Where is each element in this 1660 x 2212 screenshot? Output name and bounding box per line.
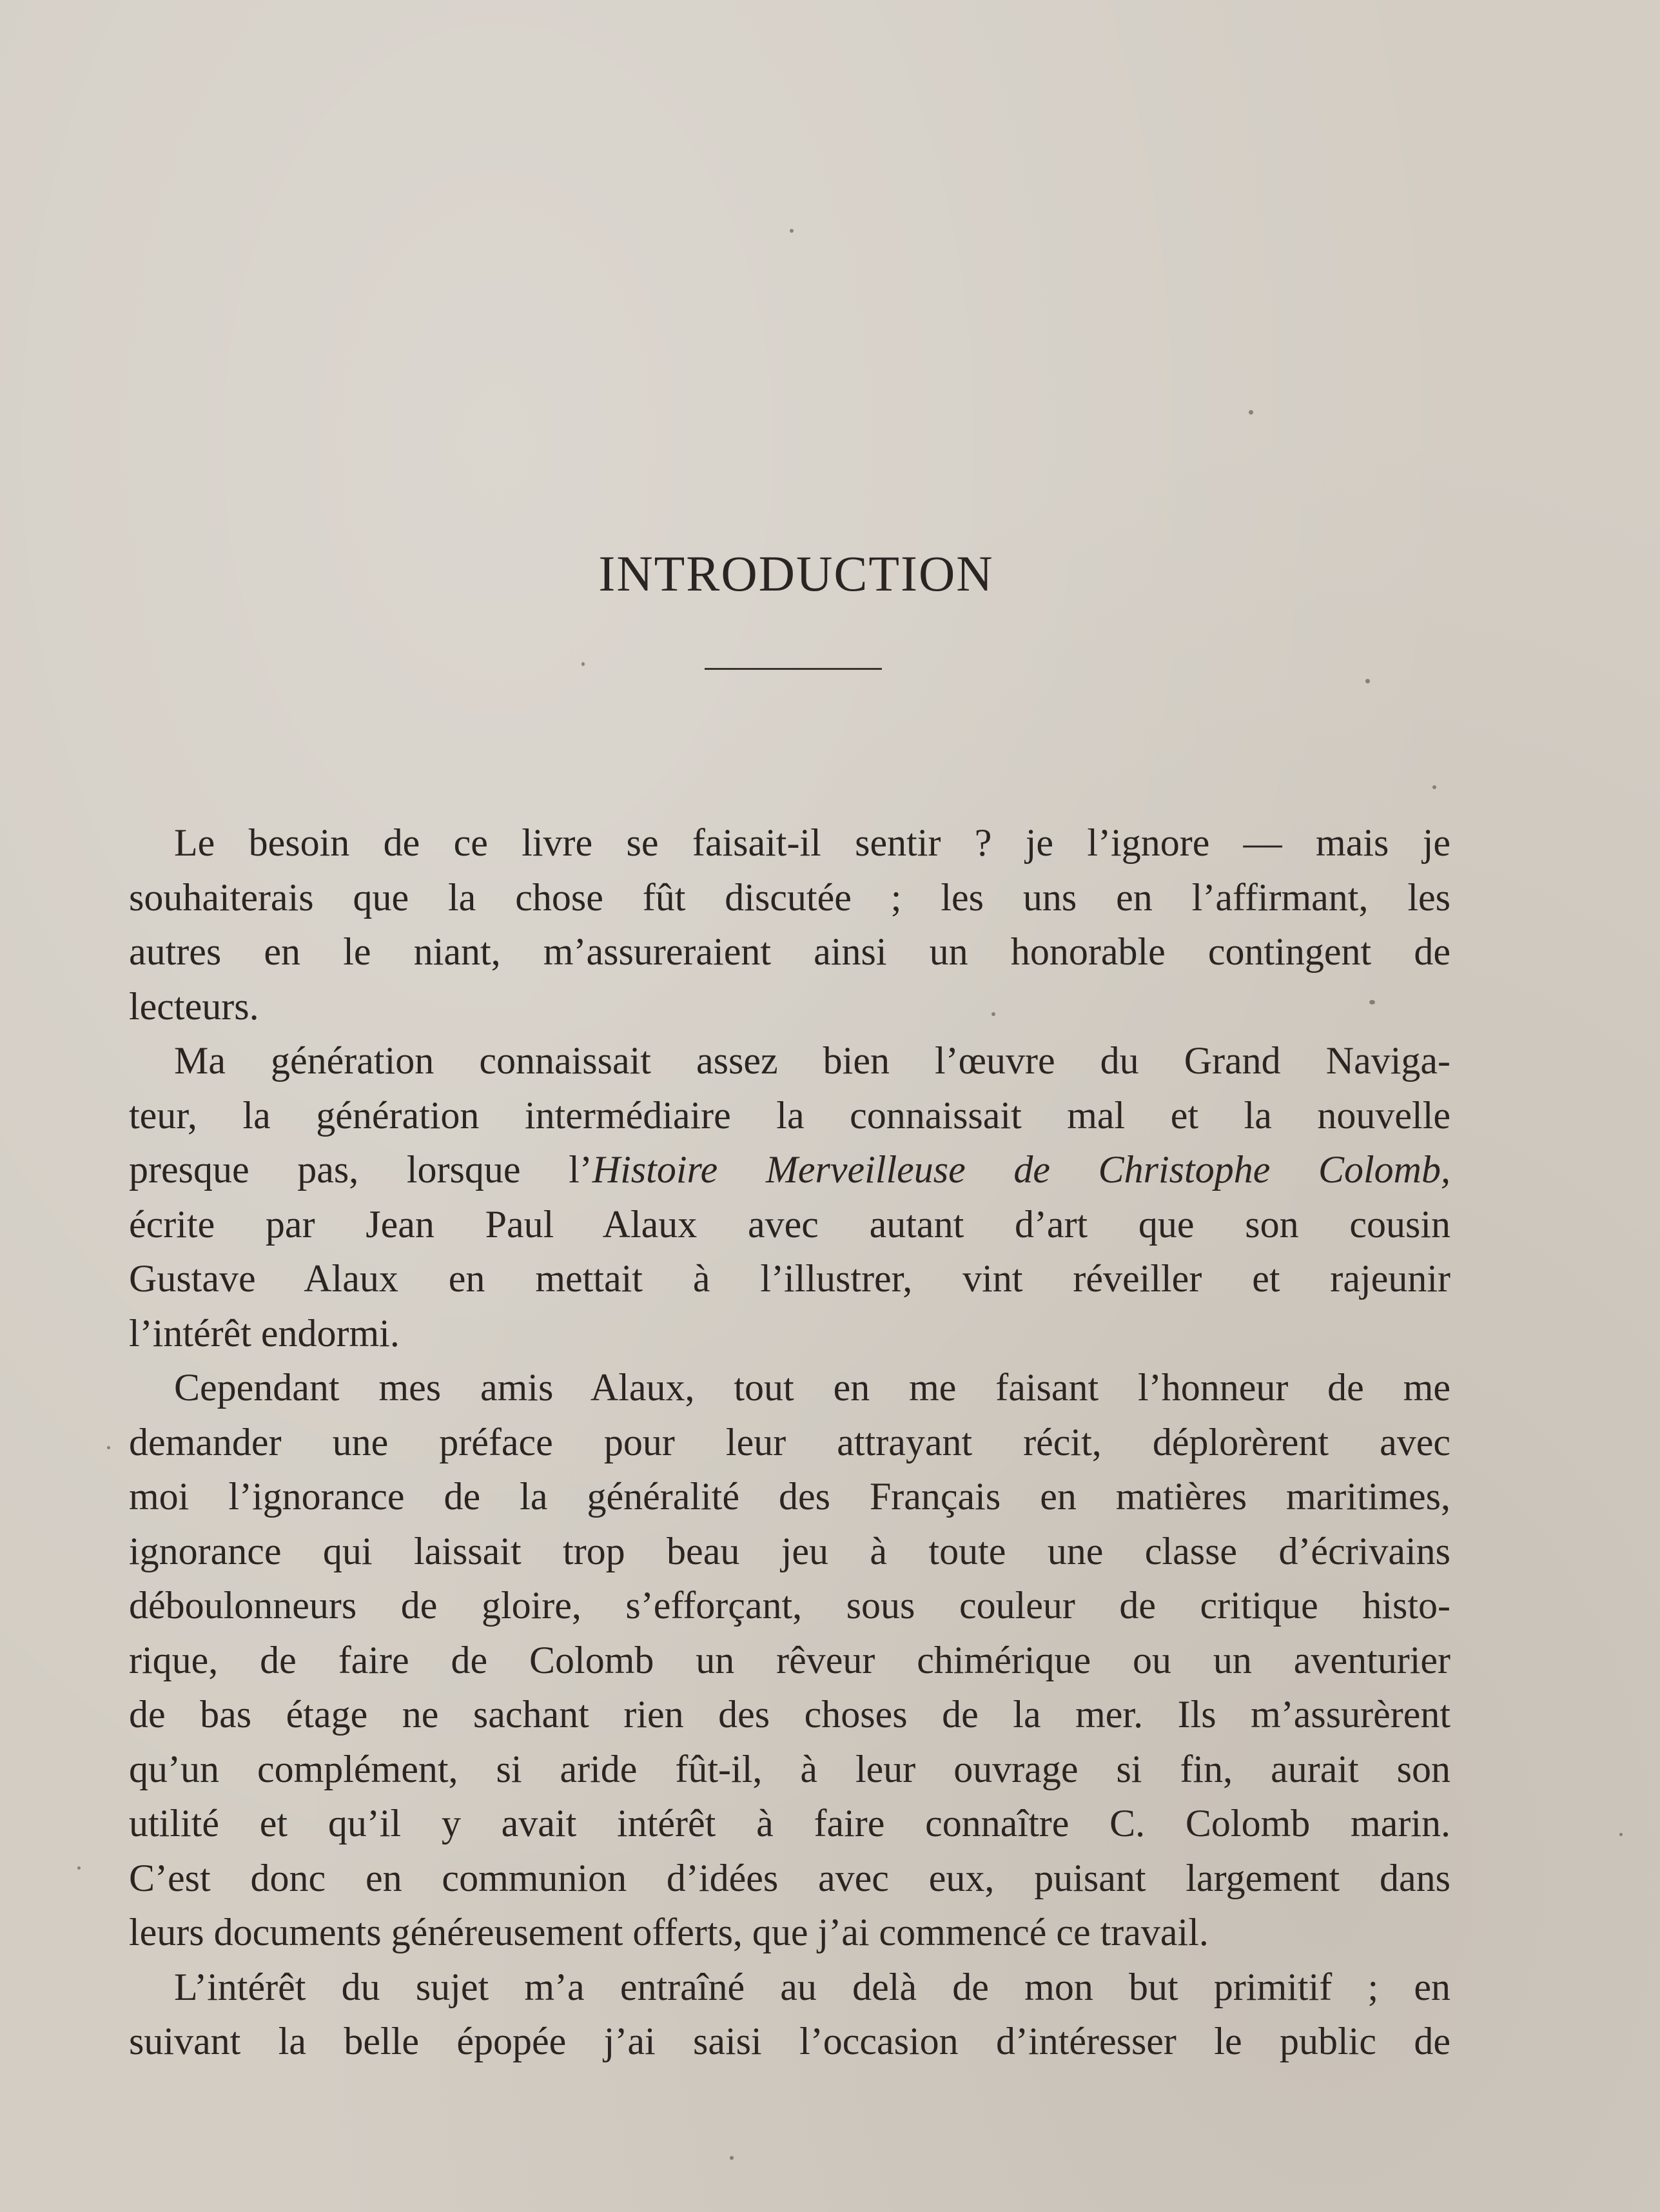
- text-line: écrite par Jean Paul Alaux avec autant d’art que son cousin: [129, 1202, 1450, 1246]
- paper-speck: [730, 2156, 734, 2160]
- text-line: qu’un complément, si aride fût-il, à leur ouvrage si fin, aurait son: [129, 1747, 1450, 1790]
- chapter-title: INTRODUCTION: [598, 545, 994, 602]
- text-line: utilité et qu’il y avait intérêt à faire connaître C. Colomb marin.: [129, 1802, 1450, 1845]
- text-line: C’est donc en communion d’idées avec eux, puisant largement dans: [129, 1856, 1450, 1899]
- text-line: rique, de faire de Colomb un rêveur chimérique ou un aventurier: [129, 1638, 1450, 1681]
- paper-speck: [1249, 410, 1253, 415]
- text-line: Ma génération connaissait assez bien l’œuvre du Grand Naviga-: [174, 1039, 1450, 1082]
- paper-speck: [77, 1866, 81, 1870]
- text-line: teur, la génération intermédiaire la connaissait mal et la nouvelle: [129, 1093, 1450, 1137]
- text-line: Gustave Alaux en mettait à l’illustrer, vint réveiller et rajeunir: [129, 1257, 1450, 1300]
- text-line: moi l’ignorance de la généralité des Français en matières maritimes,: [129, 1475, 1450, 1518]
- paper-speck: [1365, 679, 1370, 683]
- text-line: Le besoin de ce livre se faisait-il sentir ? je l’ignore — mais je: [174, 821, 1450, 864]
- text-line: Cependant mes amis Alaux, tout en me faisant l’honneur de me: [174, 1366, 1450, 1409]
- text-line: ignorance qui laissait trop beau jeu à toute une classe d’écrivains: [129, 1529, 1450, 1572]
- text-line: déboulonneurs de gloire, s’efforçant, sous couleur de critique histo-: [129, 1584, 1450, 1627]
- text-line: autres en le niant, m’assureraient ainsi un honorable contingent de: [129, 930, 1450, 973]
- title-rule: [705, 668, 882, 670]
- text-line: suivant la belle épopée j’ai saisi l’occasion d’intéresser le public de: [129, 2020, 1450, 2062]
- text-line: de bas étage ne sachant rien des choses de la mer. Ils m’assurèrent: [129, 1693, 1450, 1736]
- body-text: [129, 816, 1450, 2069]
- text-line: souhaiterais que la chose fût discutée ; les uns en l’affirmant, les: [129, 876, 1450, 919]
- text-line: l’intérêt endormi.: [129, 1311, 400, 1355]
- book-title-italic: Histoire Merveilleuse de Christophe Colomb,: [592, 1148, 1450, 1191]
- paper-speck: [581, 662, 585, 666]
- text-line-with-title: [129, 1142, 1450, 1197]
- paper-speck: [790, 229, 794, 233]
- paper-speck: [107, 1446, 110, 1449]
- text-line: lecteurs.: [129, 984, 259, 1028]
- text-line: leurs documents généreusement offerts, que j’ai commencé ce travail.: [129, 1911, 1209, 1953]
- text-line: demander une préface pour leur attrayant récit, déplorèrent avec: [129, 1420, 1450, 1463]
- paper-speck: [1432, 785, 1436, 789]
- paper-speck: [1619, 1833, 1623, 1836]
- text-segment: presque pas, lorsque l’: [129, 1148, 592, 1191]
- text-line: L’intérêt du sujet m’a entraîné au delà de mon but primitif ; en: [174, 1965, 1450, 2008]
